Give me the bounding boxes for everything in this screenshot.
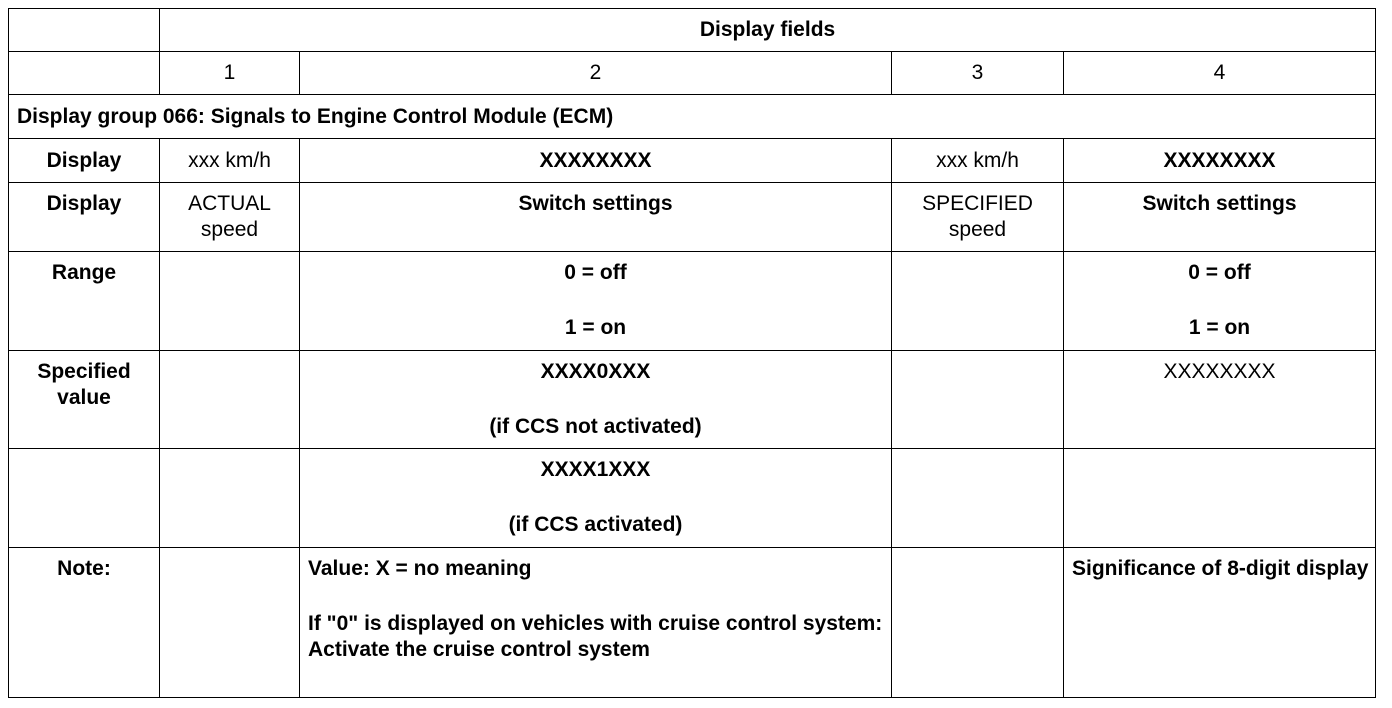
field2-mask: XXXXXXXX (300, 139, 892, 183)
field4-note: Significance of 8-digit display (1064, 548, 1376, 698)
specified-label-line2: value (57, 386, 111, 409)
group-title-row (9, 95, 1376, 139)
specified-alt-row (9, 449, 1376, 548)
row-label-display-desc: Display (9, 183, 160, 252)
field2-desc: Switch settings (300, 183, 892, 252)
specified-value-inactive: XXXX0XXX (540, 360, 651, 383)
actual-speed-label: speed (200, 218, 259, 241)
row-label-specified (9, 351, 160, 449)
range-off: 0 = off (564, 261, 627, 284)
field4-desc: Switch settings (1064, 183, 1376, 252)
row-label-note: Note: (9, 548, 160, 698)
field4-specified-alt (1064, 449, 1376, 548)
display-units-row (9, 139, 1376, 183)
note-row (9, 548, 1376, 698)
field2-specified-alt (300, 449, 892, 548)
actual-label: ACTUAL (188, 192, 271, 215)
display-fields-header: Display fields (160, 9, 1376, 52)
row-label-empty (9, 449, 160, 548)
field3-unit: xxx km/h (892, 139, 1064, 183)
field1-unit: xxx km/h (160, 139, 300, 183)
field2-note (300, 548, 892, 698)
field1-specified (160, 351, 300, 449)
field3-desc (892, 183, 1064, 252)
field4-specified: XXXXXXXX (1064, 351, 1376, 449)
specified-value-active: XXXX1XXX (540, 458, 651, 481)
specified-row (9, 351, 1376, 449)
field2-range (300, 252, 892, 351)
field1-specified-alt (160, 449, 300, 548)
note-cruise-control: If "0" is displayed on vehicles with cruise control system: Activate the cruise control system (308, 612, 883, 661)
display-desc-row (9, 183, 1376, 252)
note-value-meaning: Value: X = no meaning (308, 557, 532, 580)
row-label-range: Range (9, 252, 160, 351)
display-group-table (8, 8, 1376, 698)
field4-mask: XXXXXXXX (1064, 139, 1376, 183)
specified-condition-inactive: (if CCS not activated) (489, 415, 702, 438)
field-number-row (9, 52, 1376, 95)
range-on: 1 = on (564, 316, 627, 339)
field3-range (892, 252, 1064, 351)
field2-specified (300, 351, 892, 449)
corner-cell (9, 9, 160, 52)
row-label-display: Display (9, 139, 160, 183)
field-number-1: 1 (160, 52, 300, 95)
field1-desc (160, 183, 300, 252)
field-number-4: 4 (1064, 52, 1376, 95)
range-off-4: 0 = off (1188, 261, 1251, 284)
field-number-2: 2 (300, 52, 892, 95)
field3-specified-alt (892, 449, 1064, 548)
group-title: Display group 066: Signals to Engine Control Module (ECM) (9, 95, 1376, 139)
specified-label-line1: Specified (37, 360, 131, 383)
field-number-3: 3 (892, 52, 1064, 95)
header-row (9, 9, 1376, 52)
corner-cell-2 (9, 52, 160, 95)
specified-speed-label: speed (948, 218, 1007, 241)
specified-condition-active: (if CCS activated) (508, 513, 683, 536)
field1-note (160, 548, 300, 698)
range-row (9, 252, 1376, 351)
specified-label: SPECIFIED (922, 192, 1033, 215)
range-on-4: 1 = on (1188, 316, 1251, 339)
field1-range (160, 252, 300, 351)
field4-range (1064, 252, 1376, 351)
field3-note (892, 548, 1064, 698)
field3-specified (892, 351, 1064, 449)
